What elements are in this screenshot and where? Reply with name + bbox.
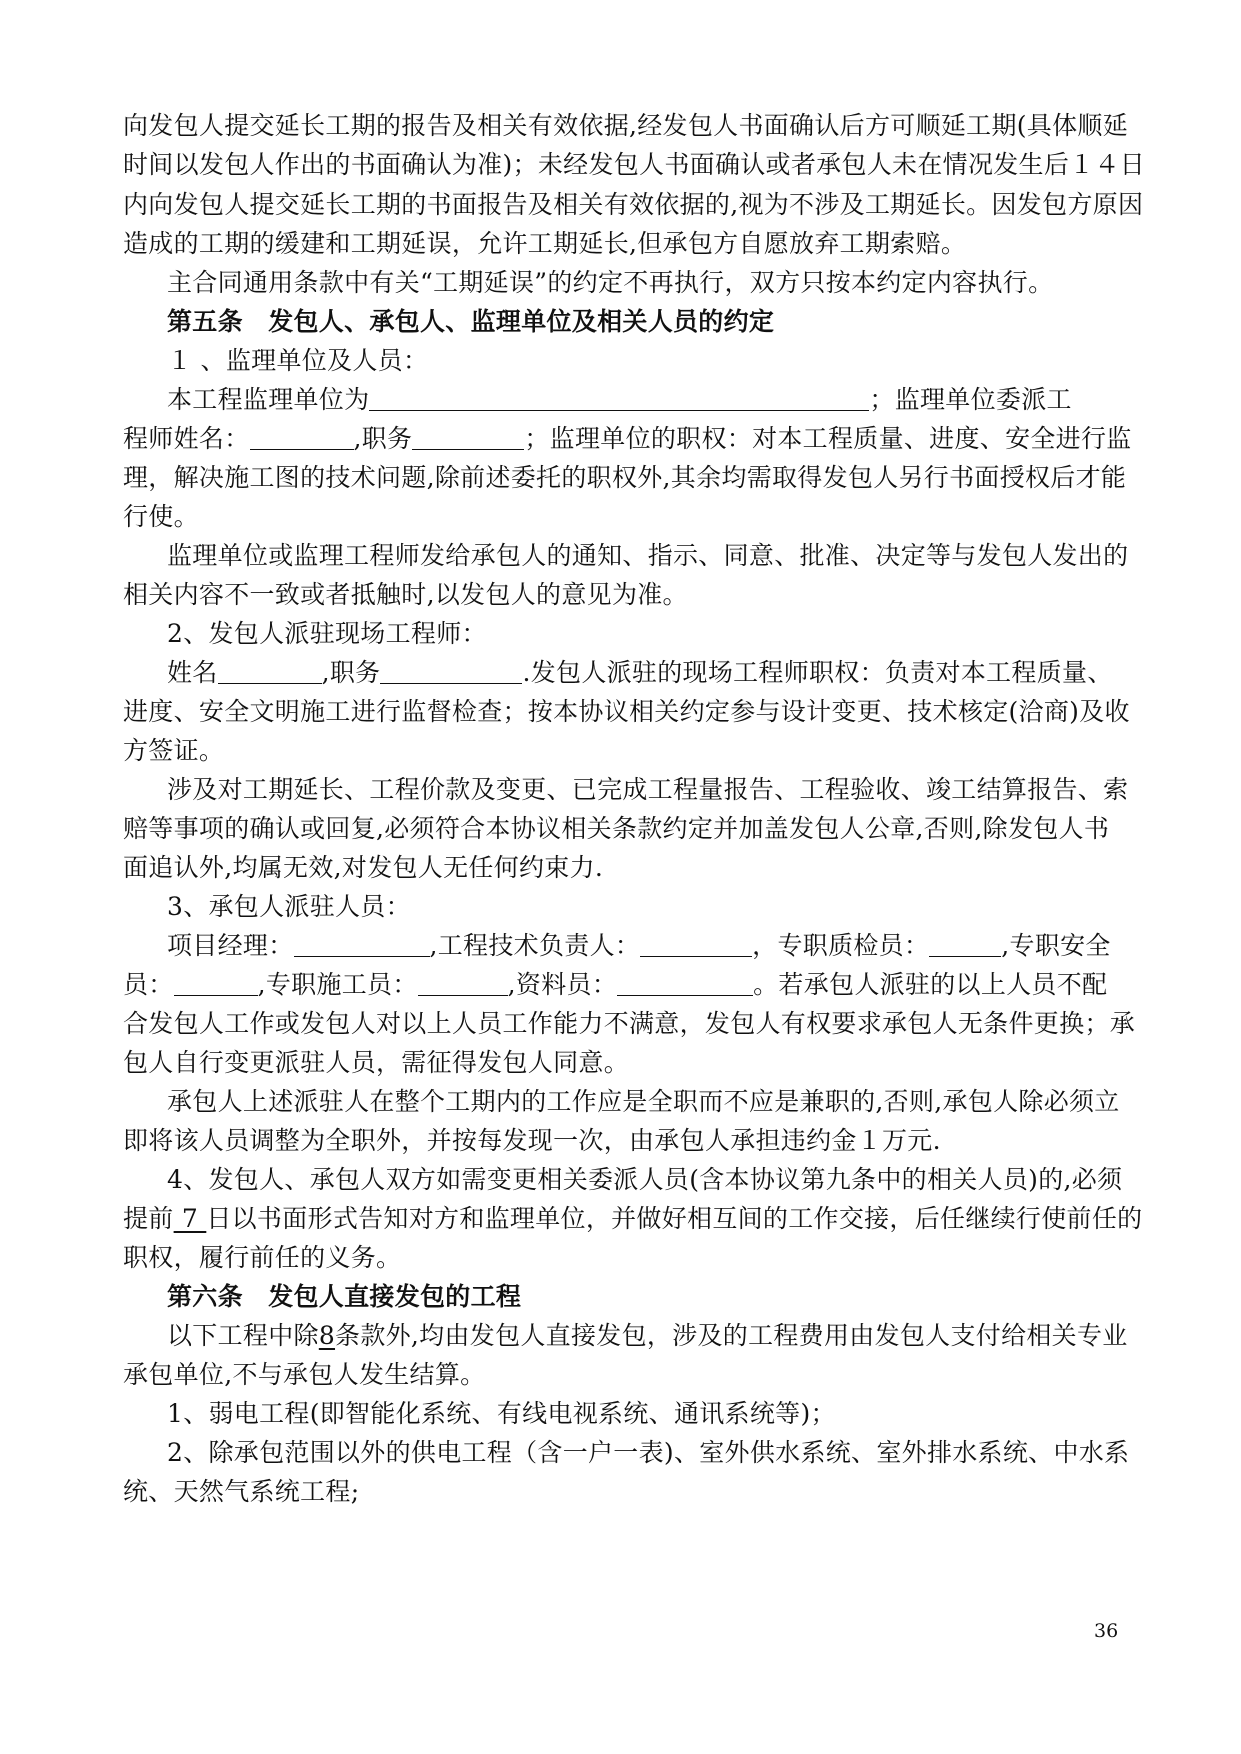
page-number: 36 — [1094, 1620, 1119, 1642]
engineer-name-blank[interactable] — [250, 425, 354, 450]
label: 员： — [123, 970, 174, 999]
label: ,专职施工员： — [257, 970, 418, 999]
label: ,工程技术负责人： — [429, 931, 641, 960]
label: 本工程监理单位为 — [167, 385, 370, 414]
notice-days-line — [123, 1204, 1143, 1234]
site-engineer-name-blank[interactable] — [218, 659, 322, 684]
quality-inspector-blank[interactable] — [929, 932, 1001, 957]
contractor-staff-line — [167, 931, 1123, 961]
text-line: 即将该人员调整为全职外，并按每发现一次，由承包人承担违约金１万元. — [123, 1126, 941, 1155]
article-6-heading: 第六条 发包人直接发包的工程 — [167, 1282, 522, 1311]
label: ，专职质检员： — [752, 931, 930, 960]
label: ,专职安全 — [1001, 931, 1111, 960]
text-line: 向发包人提交延长工期的报告及相关有效依据,经发包人书面确认后方可顺延工期(具体顺延 — [123, 111, 1129, 140]
text-line: 2、除承包范围以外的供电工程（含一户一表)、室外供水系统、室外排水系统、中水系 — [167, 1438, 1130, 1467]
text-line: 涉及对工期延长、工程价款及变更、已完成工程量报告、工程验收、竣工结算报告、索 — [167, 775, 1129, 804]
text-line: 职权，履行前任的义务。 — [123, 1243, 402, 1272]
text-line: 相关内容不一致或者抵触时,以发包人的意见为准。 — [123, 580, 688, 609]
text-line: 监理单位或监理工程师发给承包人的通知、指示、同意、批准、决定等与发包人发出的 — [167, 541, 1129, 570]
supervisor-unit-blank[interactable] — [369, 386, 869, 411]
notice-days-value: 7 — [173, 1204, 207, 1233]
label: 姓名 — [167, 658, 218, 687]
text-line: 进度、安全文明施工进行监督检查；按本协议相关约定参与设计变更、技术核定(洽商)及收 — [123, 697, 1130, 726]
clause-number: 8 — [318, 1321, 336, 1350]
text-line: 包人自行变更派驻人员，需征得发包人同意。 — [123, 1048, 630, 1077]
project-manager-blank[interactable] — [294, 932, 430, 957]
label: 程师姓名： — [123, 424, 250, 453]
text-line: 3、承包人派驻人员： — [167, 892, 411, 921]
text-line: １ 、监理单位及人员： — [167, 346, 429, 375]
text-line: 时间以发包人作出的书面确认为准)；未经发包人书面确认或者承包人未在情况发生后１４日 — [123, 150, 1146, 179]
text-line: 方签证。 — [123, 736, 225, 765]
text-line: 面追认外,均属无效,对发包人无任何约束力. — [123, 853, 604, 882]
site-engineer-position-blank[interactable] — [380, 659, 522, 684]
text-line: 主合同通用条款中有关“工期延误”的约定不再执行，双方只按本约定内容执行。 — [167, 268, 1054, 297]
construction-officer-blank[interactable] — [418, 971, 508, 996]
text-line: 承包单位,不与承包人发生结算。 — [123, 1360, 486, 1389]
technical-lead-blank[interactable] — [640, 932, 752, 957]
text-line: 理，解决施工图的技术问题,除前述委托的职权外,其余均需取得发包人另行书面授权后才能 — [123, 463, 1127, 492]
label: 日以书面形式告知对方和监理单位，并做好相互间的工作交接，后任继续行使前任的 — [206, 1204, 1143, 1233]
text-line: 4、发包人、承包人双方如需变更相关委派人员(含本协议第九条中的相关人员)的,必须 — [167, 1165, 1123, 1194]
supervisor-unit-line — [167, 385, 1123, 415]
text-line: 内向发包人提交延长工期的书面报告及相关有效依据的,视为不涉及工期延长。因发包方原因 — [123, 190, 1144, 219]
label: ,职务 — [321, 658, 381, 687]
label: ；监理单位的职权：对本工程质量、进度、安全进行监 — [524, 424, 1132, 453]
label: 项目经理： — [167, 931, 294, 960]
article-5-heading: 第五条 发包人、承包人、监理单位及相关人员的约定 — [167, 307, 775, 336]
text-line: 统、天然气系统工程; — [123, 1477, 360, 1506]
label: 。若承包人派驻的以上人员不配 — [753, 970, 1108, 999]
safety-officer-blank[interactable] — [174, 971, 258, 996]
text-line: 造成的工期的缓建和工期延误，允许工期延长,但承包方自愿放弃工期索赔。 — [123, 229, 967, 258]
text-line: 1、弱电工程(即智能化系统、有线电视系统、通讯系统等)； — [167, 1399, 836, 1428]
label: .发包人派驻的现场工程师职权：负责对本工程质量、 — [522, 658, 1113, 687]
engineer-name-line — [123, 424, 1132, 454]
document-clerk-blank[interactable] — [617, 971, 753, 996]
engineer-position-blank[interactable] — [412, 425, 524, 450]
direct-contract-line — [167, 1321, 1128, 1351]
contractor-staff-line-2 — [123, 970, 1123, 1000]
text-line: 2、发包人派驻现场工程师： — [167, 619, 487, 648]
label: 提前 — [123, 1204, 174, 1233]
text-line: 赔等事项的确认或回复,必须符合本协议相关条款约定并加盖发包人公章,否则,除发包人书 — [123, 814, 1110, 843]
label: ；监理单位委派工 — [869, 385, 1072, 414]
text-line: 承包人上述派驻人在整个工期内的工作应是全职而不应是兼职的,否则,承包人除必须立 — [167, 1087, 1120, 1116]
site-engineer-line — [167, 658, 1123, 688]
label: 以下工程中除 — [167, 1321, 319, 1350]
label: 条款外,均由发包人直接发包，涉及的工程费用由发包人支付给相关专业 — [335, 1321, 1128, 1350]
label: ,资料员： — [507, 970, 618, 999]
text-line: 行使。 — [123, 502, 199, 531]
label: ,职务 — [353, 424, 413, 453]
text-line: 合发包人工作或发包人对以上人员工作能力不满意，发包人有权要求承包人无条件更换；承 — [123, 1009, 1136, 1038]
